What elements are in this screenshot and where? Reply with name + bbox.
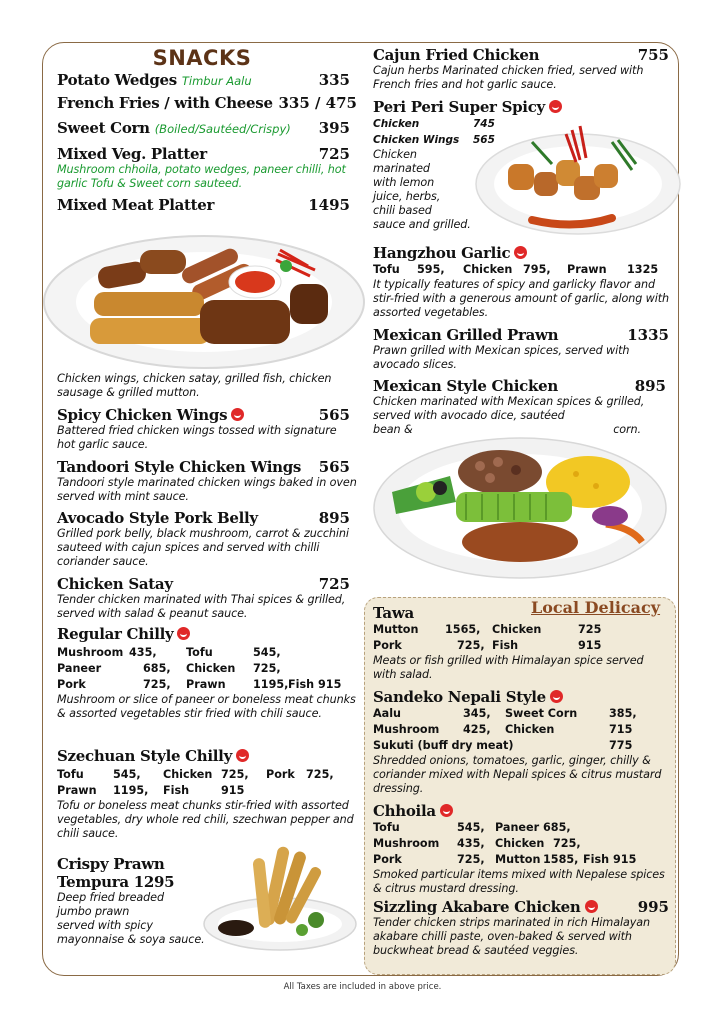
spicy-chili-icon [549,100,562,113]
local-delicacy-column [373,604,669,964]
menu-item-sweet-corn [57,119,357,145]
menu-item-avocado-pork-belly [57,509,357,575]
variant-row: Pork 725, Prawn 1195, Fish 915 [57,678,342,691]
spicy-chili-icon [440,804,453,817]
menu-item-spicy-chicken-wings [57,406,357,458]
variant-row: Pork 725, Mutton 1585, Fish 915 [373,853,637,866]
variant-row: Sukuti (buff dry meat) 775 [373,739,633,752]
meat-platter-description: Chicken wings, chicken satay, grilled fish, chicken sausage & grilled mutton. [57,372,332,399]
variant-row: Chicken Wings 565 [373,134,495,146]
variant-row: Paneer 685, Chicken 725, [57,662,281,675]
item-description: Grilled pork belly, black mushroom, carrot & zucchini sauteed with cajun spices and served with chilli coriander sauce. [57,527,349,568]
item-description-line: juice, herbs, [373,190,441,203]
item-name: Tawa [373,604,414,622]
item-description: Tandoori style marinated chicken wings baked in oven served with mint sauce. [57,476,357,503]
item-description-line: chili based [373,204,432,217]
item-price: 725 [318,575,350,593]
spicy-chili-icon [236,749,249,762]
item-price: 725 [318,145,350,163]
variant-row: Chicken 745 [373,118,495,130]
item-price: 565 [318,406,350,424]
item-description-line: Deep fried breaded [57,891,164,904]
variant-row: Mushroom 435, Tofu 545, [57,646,281,659]
menu-item-mixed-veg-platter [57,145,357,196]
item-description-line: marinated [373,162,430,175]
item-name: Mixed Veg. Platter [57,145,207,163]
tax-note: All Taxes are included in above price. [283,982,442,992]
item-description-line: served with spicy [57,919,153,932]
prawn-tempura-photo [198,840,358,958]
menu-item-regular-chilly [57,625,357,747]
item-subtitle: Timbur Aalu [181,74,252,88]
item-name: Szechuan Style Chilly [57,747,232,765]
item-name: Mixed Meat Platter [57,196,215,214]
peri-peri-chicken-photo [462,120,682,240]
item-description-end: bean & corn. [373,423,641,436]
item-name-line1: Crispy Prawn [57,855,165,873]
variant-row: Mutton 1565, Chicken 725 [373,623,602,636]
menu-item-chhoila [373,802,669,898]
spicy-chili-icon [585,900,598,913]
item-description-line: sauce and grilled. [373,218,471,231]
item-price: 1335 [627,326,669,344]
item-name: Cajun Fried Chicken [373,46,540,64]
item-price: 1295 [133,873,175,891]
item-subtitle: (Boiled/Sautéed/Crispy) [154,122,291,136]
right-column [373,46,669,437]
variant-row: Aalu 345, Sweet Corn 385, [373,707,637,720]
item-description: Tender chicken strips marinated in rich Himalayan akabare chilli paste, oven-baked & served with buckwheat bread & sautéed veggies. [373,916,650,957]
item-description-line: with lemon [373,176,435,189]
item-price: 1495 [308,196,350,214]
item-description: Prawn grilled with Mexican spices, served with avocado slices. [373,344,630,371]
menu-item-tandoori-chicken-wings [57,458,357,509]
item-price: 395 [318,119,350,137]
snacks-column [57,46,357,216]
item-description: Mushroom or slice of paneer or boneless meat chunks & assorted vegetables stir fried with chili sauce. [57,693,356,720]
spicy-chili-icon [231,408,244,421]
local-delicacy-title: Local Delicacy [531,598,661,617]
spicy-chili-icon [514,246,527,259]
item-name: Sweet Corn [57,119,150,137]
item-price: 335 / 475 [278,94,357,112]
menu-item-sizzling-akabare-chicken [373,898,669,964]
item-name: Mexican Grilled Prawn [373,326,559,344]
variant-row: Mushroom 435, Chicken 725, [373,837,581,850]
item-name: Tandoori Style Chicken Wings [57,458,302,476]
item-description-line: jumbo prawn [57,905,130,918]
menu-item-potato-wedges [57,71,357,94]
item-name: Regular Chilly [57,625,174,643]
spicy-chili-icon [550,690,563,703]
item-name: Sandeko Nepali Style [373,688,546,706]
item-price: 755 [637,46,669,64]
item-name: Avocado Style Pork Belly [57,509,258,527]
item-description: It typically features of spicy and garlicky flavor and stir-fried with a generous amount of garlic, along with assorted vegetables. [373,278,670,319]
item-price: 335 [318,71,350,89]
item-description-line: mayonnaise & soya sauce. [57,933,205,946]
item-price: 995 [637,898,669,916]
item-description: Cajun herbs Marinated chicken fried, served with French fries and hot garlic sauce. [373,64,644,91]
item-name: Potato Wedges [57,71,177,89]
variant-row: Prawn 1195, Fish 915 [57,784,245,797]
variant-row: Mushroom 425, Chicken 715 [373,723,633,736]
item-name: Peri Peri Super Spicy [373,98,545,116]
item-price: 895 [634,377,666,395]
menu-item-hangzhou-garlic [373,244,669,326]
item-name: French Fries / with Cheese [57,94,273,112]
item-name: Sizzling Akabare Chicken [373,898,581,916]
mexican-chicken-photo [370,432,670,582]
menu-item-sandeko-nepali [373,688,669,802]
menu-item-mixed-meat-platter [57,196,357,216]
menu-item-mexican-grilled-prawn [373,326,669,377]
spicy-chili-icon [177,627,190,640]
item-name-line2: Tempura [57,873,129,891]
item-description: Smoked particular items mixed with Nepalese spices & citrus mustard dressing. [373,868,665,895]
item-name: Mexican Style Chicken [373,377,558,395]
item-price: 565 [318,458,350,476]
item-description: Shredded onions, tomatoes, garlic, ginger, chilly & coriander mixed with Nepali spices & citrus mustard dressing. [373,754,662,795]
variant-row: Pork 725, Fish 915 [373,639,602,652]
item-description: Battered fried chicken wings tossed with signature hot garlic sauce. [57,424,337,451]
menu-item-cajun-fried-chicken [373,46,669,98]
item-price: 895 [318,509,350,527]
item-description: Tofu or boneless meat chunks stir-fried with assorted vegetables, dry whole red chili, szechwan pepper and chili sauce. [57,799,354,840]
item-description: Tender chicken marinated with Thai spices & grilled, served with salad & peanut sauce. [57,593,346,620]
section-title-snacks: SNACKS [152,46,252,70]
item-name: Hangzhou Garlic [373,244,511,262]
item-description: Mushroom chhoila, potato wedges, paneer chilli, hot garlic Tofu & Sweet corn sauteed. [57,163,346,190]
item-name: Spicy Chicken Wings [57,406,228,424]
variant-row: Tofu 595, Chicken 795, Prawn 1325 [373,263,659,276]
menu-item-tawa [373,604,669,688]
item-description-line: Chicken [373,148,417,161]
variant-row: Tofu 545, Paneer 685, [373,821,571,834]
meat-platter-photo [40,230,368,374]
menu-item-chicken-satay [57,575,357,625]
item-name: Chhoila [373,802,436,820]
menu-item-mexican-style-chicken [373,377,669,437]
menu-item-szechuan-chilly [57,747,357,855]
item-description: Meats or fish grilled with Himalayan spice served with salad. [373,654,644,681]
menu-item-french-fries [57,94,357,119]
variant-row: Tofu 545, Chicken 725, Pork 725, [57,768,334,781]
item-name: Chicken Satay [57,575,173,593]
item-description: Chicken marinated with Mexican spices & grilled, served with avocado dice, sautéed [373,395,645,422]
